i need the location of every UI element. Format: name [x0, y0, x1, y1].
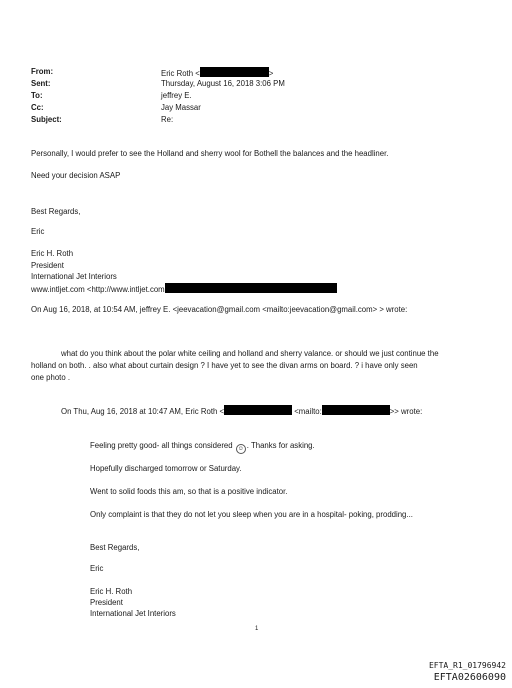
sent-value: Thursday, August 16, 2018 3:06 PM	[161, 79, 285, 88]
reply-decision: Need your decision ASAP	[31, 171, 121, 180]
quote2-feeling-start: Feeling pretty good- all things considered	[90, 441, 233, 450]
to-value: jeffrey E.	[161, 91, 192, 100]
doc-id-primary: EFTA_R1_01796942	[428, 661, 506, 670]
redaction-block	[224, 405, 292, 415]
quote2-attribution	[61, 405, 422, 416]
quote2-attr-mailto: <mailto:	[294, 407, 322, 416]
quote2-regards: Best Regards,	[90, 543, 140, 552]
redaction-block	[322, 405, 390, 415]
quote2-feeling-end: . Thanks for asking.	[246, 441, 315, 450]
from-name: Eric Roth <	[161, 69, 200, 78]
from-label: From:	[31, 67, 54, 76]
redaction-block	[200, 67, 269, 77]
page-number: 1	[255, 626, 259, 632]
reply-paragraph: Personally, I would prefer to see the Holland and sherry wool for Bothell the balances and the headliner.	[31, 149, 389, 158]
quote2-name: Eric	[90, 564, 104, 573]
signature-name: Eric H. Roth	[31, 249, 74, 258]
cc-value: Jay Massar	[161, 103, 201, 112]
signature-company: International Jet Interiors	[31, 272, 117, 281]
sent-label: Sent:	[31, 79, 51, 88]
signature-title: President	[31, 261, 64, 270]
quote2-feeling	[90, 441, 315, 454]
quote2-complaint: Only complaint is that they do not let you sleep when you are in a hospital- poking, prodding...	[90, 510, 413, 519]
quote2-signature-company: International Jet Interiors	[90, 609, 176, 618]
cc-label: Cc:	[31, 103, 44, 112]
quote2-signature-name: Eric H. Roth	[90, 587, 133, 596]
from-close: >	[268, 69, 274, 78]
quote2-foods: Went to solid foods this am, so that is a positive indicator.	[90, 487, 288, 496]
signature-url-text: www.intljet.com <http://www.intljet.com	[31, 285, 165, 294]
quote1-attribution: On Aug 16, 2018, at 10:54 AM, jeffrey E. <jeevacation@gmail.com <mailto:jeevacation@gmail.com> > wrote:	[31, 305, 408, 314]
to-label: To:	[31, 91, 43, 100]
reply-regards: Best Regards,	[31, 207, 81, 216]
doc-id-secondary: EFTA02606090	[433, 672, 506, 683]
reply-name: Eric	[31, 227, 45, 236]
quote1-line1: what do you think about the polar white ceiling and holland and sherry valance. or should we just continue the	[61, 349, 439, 358]
quote1-line2: holland on both. . also what about curtain design ? I have yet to see the divan arms on board. ? i have only seen	[31, 361, 418, 370]
subject-value: Re:	[161, 115, 174, 124]
subject-label: Subject:	[31, 115, 62, 124]
quote2-discharge: Hopefully discharged tomorrow or Saturday.	[90, 464, 242, 473]
from-value	[161, 67, 273, 78]
smiley-icon: ☺	[237, 446, 244, 452]
quote2-attr-end: >> wrote:	[389, 407, 423, 416]
redaction-block	[165, 283, 337, 293]
quote2-attr-start: On Thu, Aug 16, 2018 at 10:47 AM, Eric Roth <	[61, 407, 225, 416]
quote1-line3: one photo .	[31, 373, 71, 382]
signature-url	[31, 283, 337, 294]
quote2-signature-title: President	[90, 598, 123, 607]
